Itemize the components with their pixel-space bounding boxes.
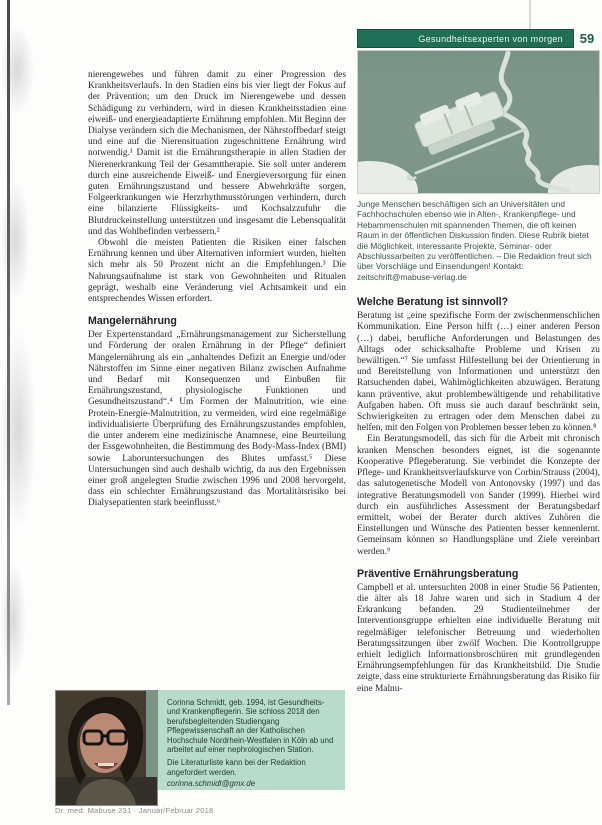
author-portrait-photo <box>55 690 158 806</box>
author-email: corinna.schmidt@gmx.de <box>167 779 256 789</box>
left-column <box>88 70 346 510</box>
left-paragraph-1: nierengewebes und führen damit zu einer Progression des Krankheitsverlaufs. In den Stadien eins bis vier liegt der Fokus auf der Prävention; um den Druck im Nierengewebe und dessen Schädigung zu verhindern, wird in diesen Krankheitsstadien eine eiweiß- und energieadaptierte Ernährung empfohlen. Mit Beginn der Dialyse verändern sich die Mechanismen, der Nährstoffbedarf steigt und eine auf die Nierensituation zugeschnittene Ernährung wird notwendig.¹ Damit ist die Ernährungstherapie in allen Stadien der Nierenerkrankung Teil der Gesamttherapie. Sie soll unter anderem durch eine ausreichende Eiweiß- und Energieversorgung für einen guten Ernährungszustand und bessere Abwehrkräfte sorgen, Folgeerkrankungen wie Herzrhythmusstörungen verhindern, durch eine bilanzierte Flüssigkeits- und Kochsalzzufuhr die Blutdruckeinstellung unterstützen und insgesamt die Lebensqualität und das Wohlbefinden verbessern.² <box>88 70 346 237</box>
scan-artifact <box>0 180 30 300</box>
author-bio-box <box>158 690 345 790</box>
left-paragraph-2: Obwohl die meisten Patienten die Risiken einer falschen Ernährung kennen und über Alternativen informiert wurden, hielten sich mehr als 50 Prozent nicht an die Empfehlungen.³ Die Nahrungsaufnahme ist stark von Gewohnheiten und Ritualen geprägt, weshalb eine Veränderung viel Achtsamkeit und ein entsprechendes Wissen erfordert. <box>88 238 346 305</box>
page-header <box>357 29 600 48</box>
left-paragraph-3: Der Expertenstandard „Ernährungsmanagement zur Sicherstellung und Förderung der oralen Ernährung in der Pflege“ definiert Mangelernährung als ein „anhaltendes Defizit an Energie und/oder Nährstoffen im Sinne einer negativen Bilanz zwischen Aufnahme und Bedarf mit Konsequenzen und Einbußen für Ernährungszustand, physiologische Funktionen und Gesundheitszustand“.⁴ Um Formen der Malnutrition, wie eine Protein-Energie-Malnutrition, zu vermeiden, wird eine regelmäßige individualisierte Überprüfung des Ernährungszustandes empfohlen, die unter anderem eine medizinische Anamnese, eine Beurteilung der Essgewohnheiten, die Bestimmung des Body-Mass-Index (BMI) sowie Laboruntersuchungen des Blutes umfasst.⁵ Diese Untersuchungen sind auch deshalb wichtig, da aus den Ergebnissen einer groß angelegten Studie zwischen 1996 und 2008 hervorgeht, dass ein schlechter Ernährungszustand das Mortalitätsrisiko bei Dialysepatienten stark beeinflusst.⁶ <box>88 330 346 509</box>
scan-artifact <box>0 330 36 530</box>
right-paragraph-1: Beratung ist „eine spezifische Form der zwischenmenschlichen Kommunikation. Eine Person hilft (…) einer anderen Person (…) dabei, berufliche Anforderungen und Belastungen des Alltags oder schicksalhafte Probleme und Krisen zu bewältigen.“⁷ Sie umfasst Hilfestellung bei der Orientierung in und Bereitstellung von Informationen und unterstützt den Ratsuchenden dabei, Wahlmöglichkeiten abzuwägen. Beratung kann präventive, akut problembewältigende und rehabilitative Aufgaben haben. Oft muss sie auch darauf beschränkt sein, Schwierigkeiten zu ertragen oder dem Menschen dabei zu helfen, mit den Folgen von Problemen besser leben zu können.⁸ <box>357 311 600 434</box>
hero-image-dialysis-equipment <box>357 50 600 194</box>
section-heading-beratung: Welche Beratung ist sinnvoll? <box>357 296 509 309</box>
rubric-banner <box>357 29 574 48</box>
author-bio-text: Corinna Schmidt, geb. 1994, ist Gesundheits- und Krankenpflegerin. Sie schloss 2018 den berufsbegleitenden Studiengang Pflegewissenschaft an der Katholischen Hochschule Nordrhein-Westfalen in Köln ab und arbeitet auf einer nephrologischen Station. <box>167 698 334 755</box>
section-heading-mangelernaehrung: Mangelernährung <box>88 315 177 328</box>
section-heading-praeventive-beratung: Präventive Ernährungsberatung <box>357 567 519 580</box>
right-column <box>357 29 600 695</box>
scan-artifact <box>0 560 26 680</box>
scan-fold-line <box>529 0 531 29</box>
right-paragraph-3: Campbell et al. untersuchten 2008 in einer Studie 56 Patienten, die älter als 18 Jahre waren und sich in Stadium 4 der Erkrankung befanden. 29 Studienteilnehmer der Interventionsgruppe erhielten eine individuelle Beratung mit regelmäßiger telefonischer Betreuung und wiederholten Beratungssitzungen über zwölf Wochen. Die Kontrollgruppe erhielt lediglich Informationsbroschüren mit grundlegenden Ernährungsempfehlungen für das Krankheitsbild. Die Studie zeigte, dass eine strukturierte Ernährungsberatung das Risiko für eine Malnu- <box>357 582 600 694</box>
journal-footer: Dr. med. Mabuse 231 · Januar/Februar 2018 <box>55 806 214 815</box>
scan-artifact <box>0 25 34 115</box>
right-paragraph-2: Ein Beratungsmodell, das sich für die Arbeit mit chronisch kranken Menschen besonders eignet, ist die sogenannte Kooperative Pflegeberatung. Sie verbindet die Konzepte der Pflege- und Krankheitsverlaufskurve von Corbin/Strauss (2004), das salutogenetische Modell von Antonovsky (1997) und das integrative Beratungsmodell von Sander (1999). Hierbei wird durch ein ausführliches Assessment der Beratungsbedarf ermittelt, wobei der Berater durch aktives Zuhören die Einstellungen und Wünsche des Patienten besser kennenlernt. Gemeinsam können so Handlungspläne und Ziele vereinbart werden.⁹ <box>357 434 600 557</box>
page-number: 59 <box>579 31 595 46</box>
literature-note: Die Literaturliste kann bei der Redaktion angefordert werden. <box>167 758 306 777</box>
rubric-description: Junge Menschen beschäftigen sich an Universitäten und Fachhochschulen ebenso wie in Alten-, Krankenpflege- und Hebammenschulen mit spannenden Themen, die oft keinen Raum in der öffentlichen Diskussion finden. Diese Rubrik bietet die Möglichkeit, interessante Projekte, Seminar- oder Abschlussarbeiten zu veröffentlichen. – Die Redaktion freut sich über Vorschläge und Einsendungen! Kontakt: zeitschrift@mabuse-verlag.de <box>357 199 592 282</box>
rubric-title: Gesundheitsexperten von morgen <box>418 33 563 44</box>
